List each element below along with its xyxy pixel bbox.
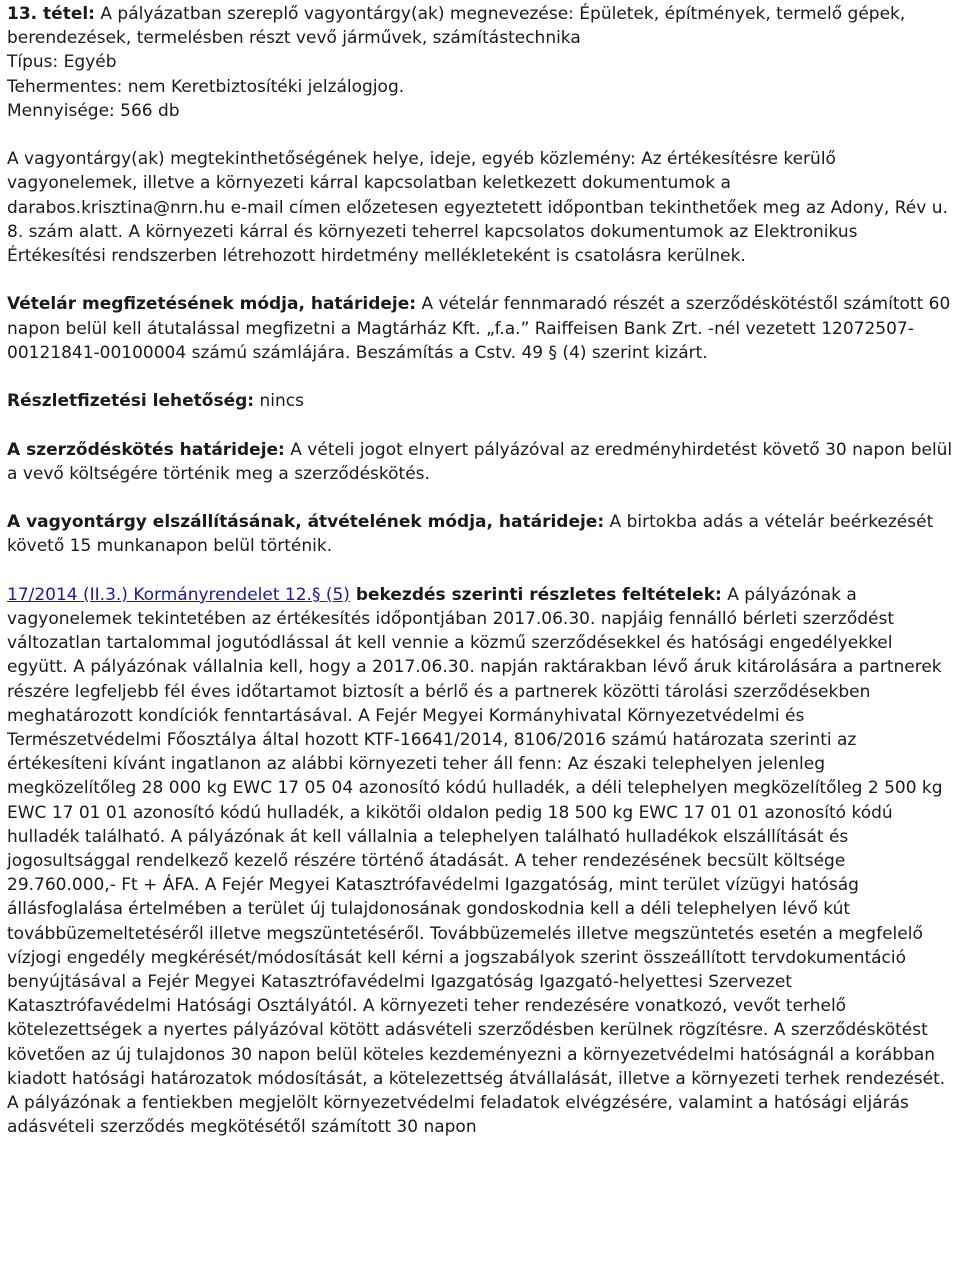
section-sign-link[interactable]: § xyxy=(311,584,321,605)
lot-title xyxy=(7,2,954,50)
payment-paragraph xyxy=(7,292,954,365)
decree-link[interactable]: 17/2014 (II.3.) Kormányrendelet 12. xyxy=(7,584,312,605)
paragraph-link[interactable]: (5) xyxy=(325,584,350,605)
quantity: Mennyisége: 566 db xyxy=(7,100,180,121)
conditions-label: bekezdés szerinti részletes feltételek: xyxy=(349,584,722,605)
conditions-text: A pályázónak a vagyonelemek tekintetében az értékesítés időpontjában 2017.06.30. napjáig fennálló bérleti szerződést változatlan tartalommal jogutódlással át kell vennie a közmű szerződésekkel és hatósági engedélyekkel együtt. A pályázónak vállalnia kell, hogy a 2017.06.30. napján raktárakban lévő áruk kitárolására a partnerek részére legfeljebb fél éves időtartamot biztosít a bérlő és a partnerek közötti tárolási szerződésekben meghatározott kondíciók fenntartásával. A Fejér Megyei Kormányhivatal Környezetvédelmi és Természetvédelmi Főosztálya által hozott KTF-16641/2014, 8106/2016 számú határozata szerinti az értékesíteni kívánt ingatlanon az alábbi környezeti teher áll fenn: Az északi telephelyen jelenleg megközelítőleg 28 000 kg EWC 17 05 04 azonosító kódú hulladék, a déli telephelyen megközelítőleg 2 500 kg EWC 17 01 01 azonosító kódú hulladék, a kikötői oldalon pedig 18 500 kg EWC 17 01 01 azonosító kódú hulladék található. A pályázónak át kell vállalnia a telephelyen található hulladékok elszállítását és jogosultsággal rendelkező kezelő részére történő átadását. A teher rendezésének becsült költsége 29.760.000,- Ft + ÁFA. A Fejér Megyei Katasztrófavédelmi Igazgatóság, mint terület vízügyi hatóság állásfoglalása értelmében a terület új tulajdonosának gondoskodnia kell a déli telephelyen lévő kút továbbüzemeltetéséről illetve megszüntetéséről. Továbbüzemelés illetve megszüntetés esetén a megfelelő vízjogi engedély megkérését/módosítását kell kérni a jogszabályok szerint összeállított tervdokumentáció benyújtásával a Fejér Megyei Katasztrófavédelmi Igazgatóság Igazgató-helyettesi Szervezet Katasztrófavédelmi Hatósági Osztályától. A környezeti teher rendezésére vonatkozó, vevőt terhelő kötelezettségek a nyertes pályázóval kötött adásvételi szerződésben kerülnek rögzítésre. A szerződéskötést követően az új tulajdonos 30 napon belül köteles kezdeményezni a környezetvédelmi hatóságnál a korábban kiadott hatósági határozatok módosítását, a kötelezettség átvállalását, illetve a környezeti terhek rendezését. A pályázónak a fentiekben megjelölt környezetvédelmi feladatok elvégzésére, valamint a hatósági eljárás adásvételi szerződés megkötésétől számított 30 napon xyxy=(7,584,946,1138)
lot-header xyxy=(7,2,954,123)
installment-paragraph xyxy=(7,389,954,413)
contract-deadline-paragraph xyxy=(7,438,954,486)
payment-label: Vételár megfizetésének módja, határideje: xyxy=(7,294,417,315)
contract-deadline-label: A szerződéskötés határideje: xyxy=(7,439,285,460)
inspection-text: A vagyontárgy(ak) megtekinthetőségének helye, ideje, egyéb közlemény: Az értékesítésre kerülő vagyonelemek, illetve a környezeti kárral kapcsolatban keletkezett dokumentumok a xyxy=(7,149,836,194)
document-page xyxy=(7,2,954,1139)
delivery-paragraph xyxy=(7,510,954,558)
contact-email: darabos.krisztina@nrn.hu xyxy=(7,197,226,218)
delivery-text: A birtokba adás a vételár beérkezését követő 15 munkanapon belül történik. xyxy=(7,512,934,557)
payment-text: A vételár fennmaradó részét a szerződéskötéstől számított 60 napon belül kell átutalással megfizetni a Magtárház Kft. „f.a.” Raiffeisen Bank Zrt. -nél vezetett 12072507-00121841-00100004 számú számlájára. Beszámítás a Cstv. 49 § (4) szerint kizárt. xyxy=(7,294,951,363)
encumbrance: Tehermentes: nem Keretbiztosítéki jelzálogjog. xyxy=(7,76,405,97)
delivery-label: A vagyontárgy elszállításának, átvételének módja, határideje: xyxy=(7,512,605,533)
asset-name: A pályázatban szereplő vagyontárgy(ak) megnevezése: Épületek, építmények, termelő gépek, berendezések, termelésben részt vevő járművek, számítástechnika xyxy=(7,4,906,49)
inspection-paragraph xyxy=(7,147,954,268)
installment-label: Részletfizetési lehetőség: xyxy=(7,391,255,412)
installment-text: nincs xyxy=(254,391,304,412)
contract-deadline-text: A vételi jogot elnyert pályázóval az eredményhirdetést követő 30 napon belül a vevő költségére történik meg a szerződéskötés. xyxy=(7,439,953,484)
asset-type: Típus: Egyéb xyxy=(7,52,117,73)
conditions-paragraph xyxy=(7,583,954,1140)
inspection-text-continued: e-mail címen előzetesen egyeztetett időpontban tekinthetőek meg az Adony, Rév u. 8. szám alatt. A környezeti kárral és környezeti teherrel kapcsolatos dokumentumok az Elektronikus Értékesítési rendszerben létrehozott hirdetmény mellékleteként is csatolásra kerülnek. xyxy=(7,197,948,267)
lot-number: 13. tétel: xyxy=(7,4,95,24)
